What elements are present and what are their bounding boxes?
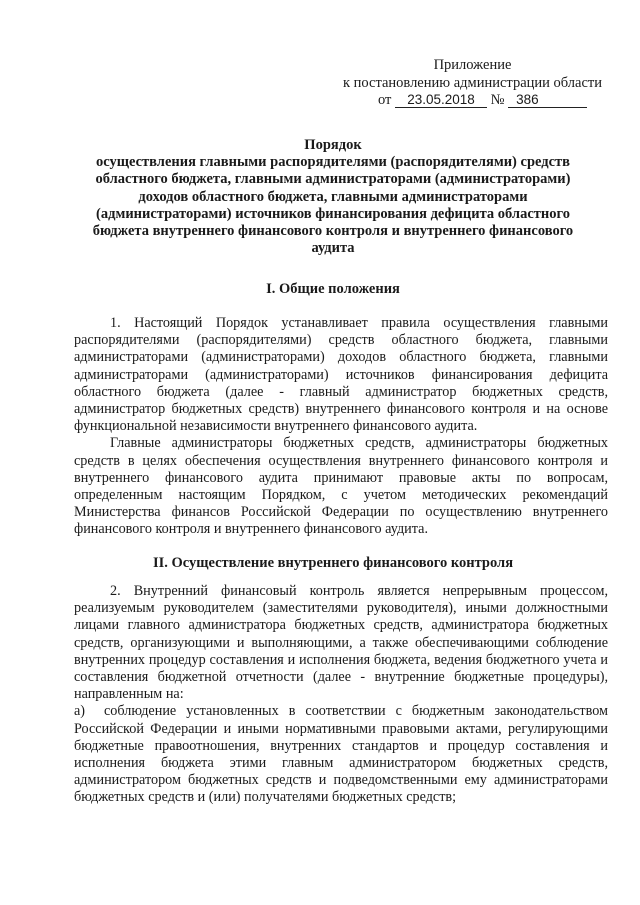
paragraph: 2. Внутренний финансовый контроль является непрерывным процессом, реализуемым руководителем (заместителями руководителя), иными должностными лицами главного администратора бюджетных средств, администратора бюджетных средств, организующими и выполняющими, а также обеспечивающими соблюдение внутренних процедур составления и исполнения бюджета, ведения бюджетного учета и составления бюджетной отчетности (далее - внутренние бюджетные процедуры), направленным на: bbox=[74, 583, 608, 703]
annex-title: Приложение bbox=[433, 57, 512, 73]
section-1-body bbox=[74, 315, 608, 539]
annex-reference: к постановлению администрации области bbox=[342, 74, 603, 91]
annex-date-number bbox=[330, 92, 615, 110]
title-subtitle: осуществления главными распорядителями (распорядителями) средств областного бюджета, главными администраторами (администраторами) доходов областного бюджета, главными администраторами (администраторами) источников финансирования дефицита областного бюджета внутреннего финансового контроля и внутреннего финансового аудита bbox=[92, 154, 574, 257]
title-heading: Порядок bbox=[304, 137, 362, 153]
list-item-label: а) bbox=[74, 703, 86, 720]
annex-number: 386 bbox=[508, 93, 587, 108]
list-item bbox=[74, 703, 608, 806]
annex-number-sign: № bbox=[490, 92, 505, 108]
section-2-body bbox=[74, 583, 608, 807]
list-item-text: соблюдение установленных в соответствии с бюджетным законодательством Российской Федерации и иными нормативными правовыми актами, регулирующими бюджетные правоотношения, внутренних стандартов и процедур составления и исполнения бюджета этими главным администратором бюджетных средств, администратором бюджетных средств и подведомственными ему администраторами бюджетных средств и (или) получателями бюджетных средств; bbox=[74, 703, 608, 806]
paragraph: 1. Настоящий Порядок устанавливает правила осуществления главными распорядителями (распорядителями) средств областного бюджета, главными администраторами (администраторами) доходов областного бюджета, главными администраторами (администраторами) источников финансирования дефицита областного бюджета (далее - главный администратор бюджетных средств, администратор бюджетных средств) внутреннего финансового контроля и на основе функциональной независимости внутреннего финансового аудита. bbox=[74, 315, 608, 435]
annex-date: 23.05.2018 bbox=[395, 93, 487, 108]
section-heading-1: I. Общие положения bbox=[266, 281, 400, 297]
document-title bbox=[78, 137, 588, 257]
annex-from-label: от bbox=[378, 92, 392, 108]
annex-block bbox=[330, 57, 615, 110]
paragraph: Главные администраторы бюджетных средств, администраторы бюджетных средств в целях обеспечения осуществления внутреннего финансового контроля и внутреннего финансового аудита принимают правовые акты по вопросам, определенным настоящим Порядком, с учетом методических рекомендаций Министерства финансов Российской Федерации по осуществлению внутреннего финансового контроля и внутреннего финансового аудита. bbox=[74, 435, 608, 538]
section-heading-2: II. Осуществление внутреннего финансового контроля bbox=[152, 555, 514, 571]
